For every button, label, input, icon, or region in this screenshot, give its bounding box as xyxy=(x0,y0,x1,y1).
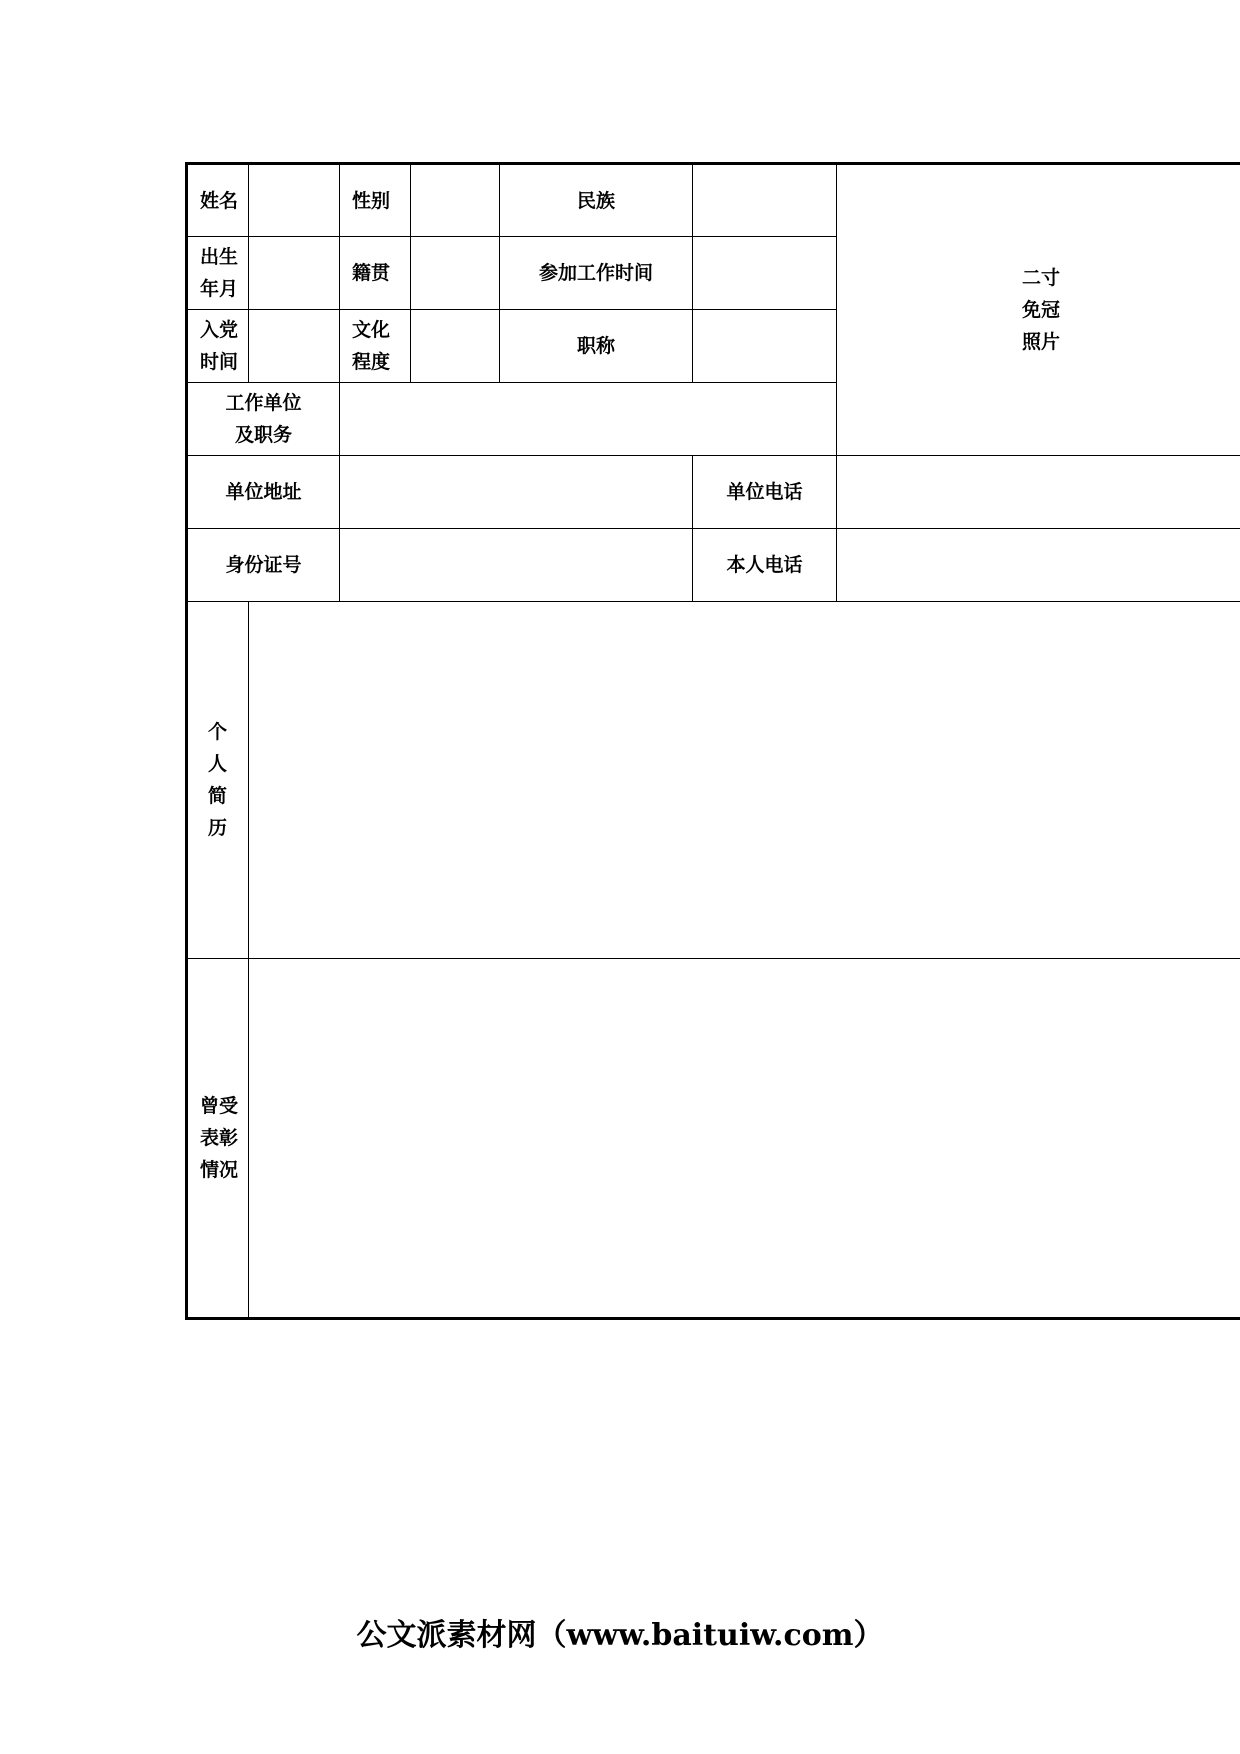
row-awards xyxy=(187,958,1240,1318)
row-unit-address xyxy=(187,456,1240,529)
work-unit-label: 工作单位 及职务 xyxy=(187,383,340,456)
native-place-field[interactable] xyxy=(411,237,500,310)
title-label: 职称 xyxy=(500,310,693,383)
work-start-field[interactable] xyxy=(693,237,837,310)
native-place-label: 籍贯 xyxy=(340,237,411,310)
registration-form-table xyxy=(185,162,1240,1320)
photo-label-line-3: 照片 xyxy=(1022,331,1061,354)
gender-label: 性别 xyxy=(340,164,411,237)
gender-field[interactable] xyxy=(411,164,500,237)
title-field[interactable] xyxy=(693,310,837,383)
personal-phone-label: 本人电话 xyxy=(693,529,837,602)
id-number-label: 身份证号 xyxy=(187,529,340,602)
education-field[interactable] xyxy=(411,310,500,383)
photo-label-line-1: 二寸 xyxy=(1022,267,1061,290)
awards-field[interactable] xyxy=(249,958,1240,1318)
photo-label-line-2: 免冠 xyxy=(1022,299,1061,322)
ethnicity-label: 民族 xyxy=(500,164,693,237)
birth-field[interactable] xyxy=(249,237,340,310)
name-label: 姓名 xyxy=(187,164,249,237)
awards-label: 曾受 表彰 情况 xyxy=(187,958,249,1318)
row-id-number xyxy=(187,529,1240,602)
personal-phone-field[interactable] xyxy=(837,529,1240,602)
row-resume xyxy=(187,602,1240,958)
unit-address-field[interactable] xyxy=(340,456,693,529)
name-field[interactable] xyxy=(249,164,340,237)
unit-phone-label: 单位电话 xyxy=(693,456,837,529)
birth-label: 出生 年月 xyxy=(187,237,249,310)
resume-field[interactable] xyxy=(249,602,1240,958)
ethnicity-field[interactable] xyxy=(693,164,837,237)
education-label: 文化 程度 xyxy=(340,310,411,383)
footer-watermark-text: 公文派素材网（www.baituiw.com） xyxy=(356,1618,884,1653)
party-join-label: 入党 时间 xyxy=(187,310,249,383)
resume-label: 个 人 简 历 xyxy=(187,602,249,958)
row-name xyxy=(187,164,1240,237)
photo-area[interactable] xyxy=(837,164,1240,456)
party-join-field[interactable] xyxy=(249,310,340,383)
work-start-label: 参加工作时间 xyxy=(500,237,693,310)
unit-phone-field[interactable] xyxy=(837,456,1240,529)
unit-address-label: 单位地址 xyxy=(187,456,340,529)
work-unit-field[interactable] xyxy=(340,383,837,456)
id-number-field[interactable] xyxy=(340,529,693,602)
